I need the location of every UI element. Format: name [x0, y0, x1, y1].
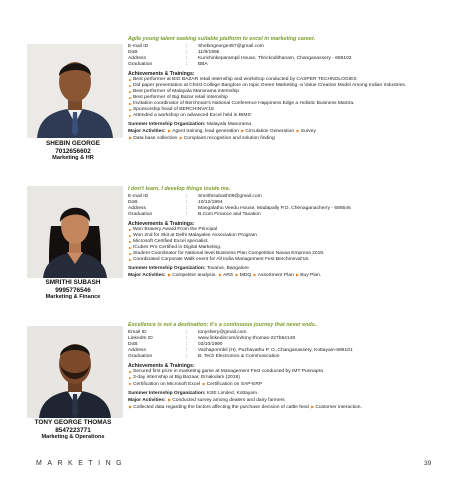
arrow-icon: ▶ — [241, 127, 245, 133]
detail-row: DoB : 03/10/1990 — [128, 342, 353, 348]
page-number: 39 — [424, 460, 432, 467]
achievement-item: Attended a workshop on advanced Excel held in BIMS' — [128, 113, 446, 119]
detail-key: Graduation — [128, 62, 153, 68]
activity-item: Competitor analysis. — [172, 272, 217, 278]
detail-row: E-mail ID : Smrithisubash09@gmail.com — [128, 194, 351, 200]
achievement-item: Won Bravery Award From the Principal — [128, 227, 446, 233]
summer-label: Summer Internship Organization: — [128, 390, 206, 396]
profile-role: Marketing & Operations — [41, 434, 105, 441]
summer-label: Summer Internship Organization: — [128, 121, 206, 127]
detail-value: 11/9/1995 — [198, 50, 220, 56]
achievements-heading: Achievements & Trainings: — [128, 220, 195, 227]
person-photo-icon — [27, 326, 123, 418]
achievement-item: Coordinated Corporate Walk event for All India Management Fest Berchmnval'18. — [128, 257, 446, 263]
achievements-heading: Achievements & Trainings: — [128, 362, 195, 369]
arrow-icon: ▶ — [253, 271, 257, 277]
detail-value: Smrithisubash09@gmail.com — [198, 194, 262, 199]
activity-item: Survey — [300, 128, 316, 134]
detail-key: Address — [128, 56, 146, 62]
achievement-item: Best performer of Malayala Manorama internship — [128, 89, 446, 95]
detail-value: 03/10/1990 — [198, 342, 223, 348]
profile-phone: 8547223771 — [55, 426, 91, 434]
profile-phone: 7012656602 — [55, 147, 91, 155]
detail-value: B. Tech Electronics & Communication — [198, 354, 280, 360]
person-photo-icon — [27, 44, 123, 138]
detail-row: Address : Mangalathu Veedu House, Madapally P.O, Chenaganacherry - 686546 — [128, 206, 351, 212]
detail-value: Shebingeorge457@gmail.com — [198, 44, 264, 49]
detail-key: Address — [128, 348, 146, 354]
activity-item: Complaint recognition and solution finding — [183, 136, 275, 142]
major-activities — [128, 397, 446, 404]
profile-photo — [27, 186, 123, 278]
achievements-heading: Achievements & Trainings: — [128, 70, 195, 77]
details-table — [128, 194, 351, 218]
activity-item: Circulation Generation — [245, 128, 295, 134]
major-activities-line2 — [128, 135, 446, 142]
detail-value: Kurichinkeparampil House, Thrickodithanam, Changanassery - 686102 — [198, 56, 352, 62]
profile-role: Marketing & HR — [52, 155, 94, 162]
activity-item: Conducted survey among dealers and dairy farmers — [172, 397, 285, 403]
detail-row: Graduation : B.Com Finance and Taxation — [128, 212, 351, 218]
detail-key: DoB — [128, 342, 138, 348]
profile-tagline: I don't learn, I develop things inside me. — [128, 186, 231, 192]
activity-item: Assortment Plan — [257, 272, 294, 278]
profile-name: SHEBIN GEORGE — [46, 140, 100, 147]
detail-key: Graduation — [128, 354, 153, 360]
detail-value: 10/12/1994 — [198, 200, 223, 206]
major-label: Major Activities: — [128, 128, 166, 134]
activity-item: Buy Plan. — [300, 272, 322, 278]
profile-name-block — [4, 140, 142, 163]
detail-value: BBA — [198, 62, 208, 68]
activity-item: MDQ — [239, 272, 252, 278]
person-photo-icon — [27, 186, 123, 278]
achievement-item — [128, 381, 446, 388]
arrow-icon: ▶ — [167, 127, 172, 133]
detail-row: E-mail ID : Shebingeorge457@gmail.com — [128, 44, 352, 50]
activity-item: Data base collection — [133, 136, 178, 142]
arrow-icon: ▶ — [167, 396, 172, 402]
detail-key: DoB — [128, 50, 138, 56]
activity-item: Collected data regarding the factors affecting the purchase decision of cattle feed — [133, 404, 309, 410]
arrow-icon: ▶ — [235, 271, 239, 277]
achievement-item: ICubes Pro Certified in Digital Marketing. — [128, 245, 446, 251]
arrow-icon: ▶ — [296, 127, 300, 133]
detail-row: DoB : 11/9/1995 — [128, 50, 352, 56]
achievement-item: Student Coordinator for National level Business Plan Competition Navaa Empresa 2018. — [128, 251, 446, 257]
detail-key: Address — [128, 206, 146, 212]
summer-label: Summer Internship Organization: — [128, 265, 206, 271]
profile-name: SMRITHI SUBASH — [45, 279, 101, 286]
profile-name-block — [4, 419, 142, 442]
detail-value: tonyshery@gmail.com — [198, 330, 247, 335]
arrow-icon: ▶ — [129, 135, 133, 141]
arrow-icon: ▶ — [202, 381, 206, 387]
achievement-item: Best performer of Big Bazar retail internship — [128, 95, 446, 101]
footer-section-label: MARKETING — [36, 460, 128, 467]
achievement-item: Microsoft Certified Excel specialist. — [128, 239, 446, 245]
detail-key: DoB — [128, 200, 138, 206]
detail-key: Graduation — [128, 212, 153, 218]
achievement-item: Secured first prize in marketing game at Management Fest conducted by IMT Punnapra — [128, 369, 446, 375]
arrow-icon: ▶ — [311, 403, 315, 409]
details-table — [128, 330, 353, 360]
major-label: Major Activities: — [128, 397, 166, 403]
arrow-icon: ▶ — [167, 271, 172, 277]
arrow-icon: ▶ — [218, 271, 223, 277]
summer-value: Tovarus, Bangalore — [206, 265, 249, 271]
achievement-item: Sponsorship head of BERCHINVA'18 — [128, 107, 446, 113]
detail-key: Email ID — [128, 330, 147, 335]
summer-value: Malayala Manorama — [206, 121, 252, 127]
profile-phone: 9995776546 — [55, 286, 91, 294]
profile-content — [128, 322, 446, 411]
profile-tagline: Excellence is not a destination; it's a continuous journey that never ends.. — [128, 322, 318, 328]
achievement-item: Invitation coordinator of Berchman's National Conference Happiness Edge a Holistic Business Mantra. — [128, 101, 446, 107]
detail-row: LinkedIn ID : www.linkedincom/in/tony-thomas-227b64148 — [128, 336, 353, 342]
detail-row: Graduation : BBA — [128, 62, 352, 68]
detail-value: B.Com Finance and Taxation — [198, 212, 261, 218]
profile-name: TONY GEORGE THOMAS — [34, 419, 112, 426]
achievement-item: Best performer at BIG BAZAR retail internship and workshop conducted by CASPER TECHNOLOGIES — [128, 77, 446, 83]
detail-row: DoB : 10/12/1994 — [128, 200, 351, 206]
activity-item: Agent training, lead generation — [172, 128, 239, 134]
major-activities — [128, 272, 446, 279]
profile-role: Marketing & Finance — [45, 294, 101, 301]
major-label: Major Activities: — [128, 272, 166, 278]
detail-value: Vazhapormbil (H), Puzhavathu P. O.,Changanassery, Kottayam-686101 — [198, 348, 353, 354]
detail-key: E-mail ID — [128, 44, 149, 49]
detail-row: Graduation : B. Tech Electronics & Communication — [128, 354, 353, 360]
achievement-text: Certification on SAP-ERP — [206, 382, 263, 388]
profile-tagline: Agile young talent seeking suitable platform to excel in marketing career. — [128, 36, 316, 42]
detail-row: Address : Vazhapormbil (H), Puzhavathu P. O.,Changanassery, Kottayam-686101 — [128, 348, 353, 354]
activity-item: ARS — [223, 272, 234, 278]
arrow-icon: ▶ — [179, 135, 183, 141]
arrow-icon: ▶ — [129, 403, 133, 409]
arrow-icon: ▶ — [296, 271, 300, 277]
achievement-item: 3-day internship at Big Bazaar, Ernakulam (2018) — [128, 375, 446, 381]
profile-content — [128, 186, 446, 279]
achievement-item: Won 2nd for Skit at Delhi Malayalee Association Program — [128, 233, 446, 239]
profile-content — [128, 36, 446, 142]
detail-value: www.linkedincom/in/tony-thomas-227b64148 — [198, 336, 296, 342]
achievement-item: Did paper presentation at Christ College Banglore on topic Green Marketing -a Value Creation Model Among Indian Industries. — [128, 83, 446, 89]
profile-name-block — [4, 279, 142, 302]
detail-key: E-mail ID — [128, 194, 149, 199]
activity-item: Customer interaction. — [315, 404, 362, 410]
detail-key: LinkedIn ID — [128, 336, 153, 342]
major-activities-line2 — [128, 404, 446, 411]
profile-photo — [27, 44, 123, 138]
detail-row: Email ID : tonyshery@gmail.com — [128, 330, 353, 336]
details-table — [128, 44, 352, 68]
detail-row: Address : Kurichinkeparampil House, Thrickodithanam, Changanassery - 686102 — [128, 56, 352, 62]
profile-photo — [27, 326, 123, 418]
achievement-text: Certification on Microsoft Excel — [133, 382, 201, 388]
detail-value: Mangalathu Veedu House, Madapally P.O, Chenaganacherry - 686546 — [198, 206, 351, 212]
major-activities — [128, 128, 446, 135]
summer-value: KSE Limited, Kottayam. — [206, 390, 259, 396]
